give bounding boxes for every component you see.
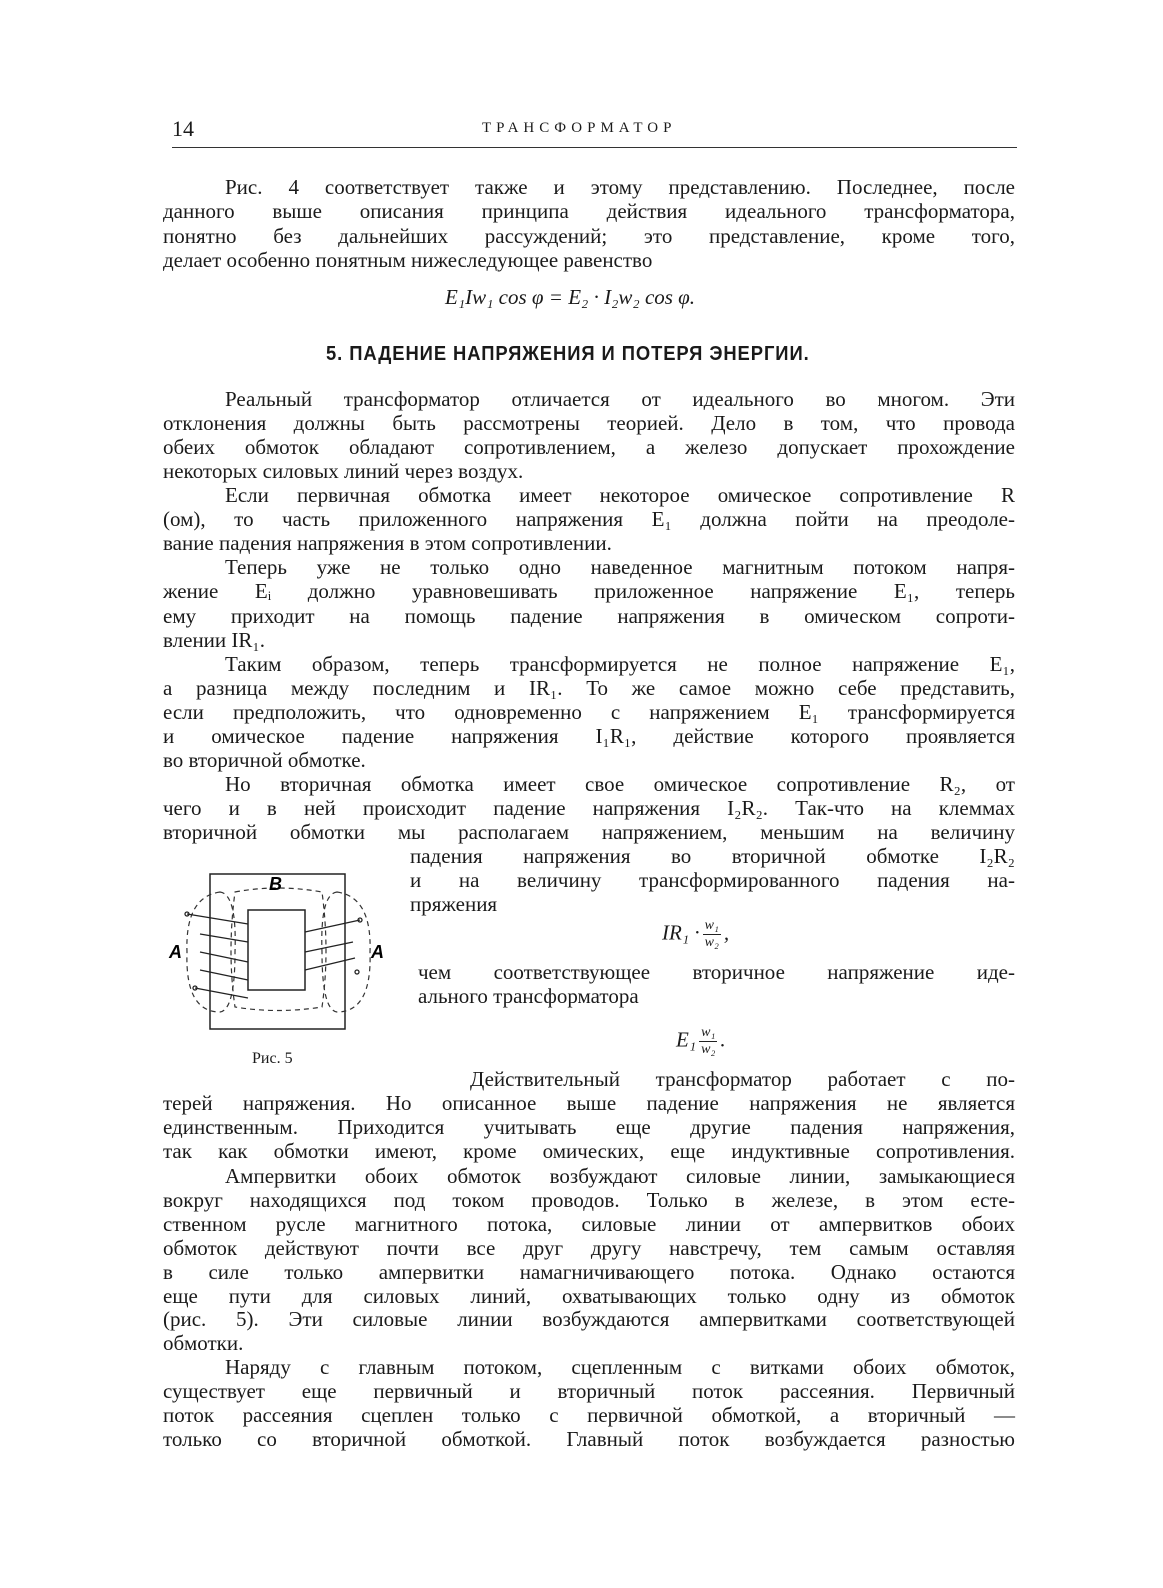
- page-number: 14: [172, 116, 194, 141]
- text-line: Теперь уже не только одно наведенное магнитным потоком напря-: [225, 555, 1015, 579]
- text-line: терей напряжения. Но описанное выше падение напряжения не является: [163, 1091, 1015, 1115]
- text-line: так как обмотки имеют, кроме омических, еще индуктивные сопротивления.: [163, 1139, 1015, 1163]
- text-line: Действительный трансформатор работает с по-: [470, 1067, 1015, 1091]
- text-line: Таким образом, теперь трансформируется не полное напряжение E₁,: [225, 652, 1015, 676]
- transformer-figure: [165, 862, 395, 1037]
- text-line: ему приходит на помощь падение напряжения в омическом сопроти-: [163, 604, 1015, 628]
- section-heading: 5. ПАДЕНИЕ НАПРЯЖЕНИЯ И ПОТЕРЯ ЭНЕРГИИ.: [326, 343, 810, 365]
- text-line: (ом), то часть приложенного напряжения E₁ должна пойти на преодоле-: [163, 507, 1015, 531]
- text-line: Рис. 4 соответствует также и этому представлению. Последнее, после: [225, 175, 1015, 199]
- primary-winding: [185, 912, 248, 998]
- text-line: в силе только ампервитки намагничивающего потока. Однако остаются: [163, 1260, 1015, 1284]
- text-line: а разница между последним и IR₁. То же самое можно себе представить,: [163, 676, 1015, 700]
- label-a-right: A: [371, 942, 384, 962]
- core-window: [248, 910, 305, 990]
- text-line: Если первичная обмотка имеет некоторое омическое сопротивление R: [225, 483, 1015, 507]
- text-line: чем соответствующее вторичное напряжение иде-: [418, 960, 1015, 984]
- formula-ideal-secondary: [676, 1025, 726, 1058]
- denominator: w₂: [704, 935, 719, 950]
- label-a-left: A: [169, 942, 182, 962]
- text-line: во вторичной обмотке.: [163, 748, 366, 772]
- text-line: Наряду с главным потоком, сцепленным с витками обоих обмоток,: [225, 1355, 1015, 1379]
- text-line: пряжения: [410, 892, 498, 916]
- formula-suffix: .: [720, 1027, 726, 1052]
- text-line: существует еще первичный и вторичный поток рассеяния. Первичный: [163, 1379, 1015, 1403]
- numerator: w₁: [701, 1025, 716, 1040]
- text-line: (рис. 5). Эти силовые линии возбуждаются ампервитками соответствующей: [163, 1307, 1015, 1331]
- text-line: влении IR₁.: [163, 628, 265, 652]
- running-title: ТРАНСФОРМАТОР: [482, 120, 677, 136]
- figure-caption: Рис. 5: [252, 1050, 293, 1067]
- text-line: ального трансформатора: [418, 984, 639, 1008]
- text-line: Но вторичная обмотка имеет свое омическое сопротивление R₂, от: [225, 772, 1015, 796]
- text-line: обмотки.: [163, 1331, 244, 1355]
- text-line: делает особенно понятным нижеследующее равенство: [163, 248, 653, 272]
- denominator: w₂: [701, 1042, 716, 1057]
- fraction: [703, 918, 721, 951]
- formula-prefix: IR₁ ·: [662, 920, 700, 945]
- text-line: отклонения должны быть рассмотрены теорией. Дело в том, что провода: [163, 411, 1015, 435]
- label-b: B: [269, 874, 282, 894]
- text-line: и на величину трансформированного падения на-: [410, 868, 1015, 892]
- text-line: Ампервитки обоих обмоток возбуждают силовые линии, замыкающиеся: [225, 1164, 1015, 1188]
- text-line: вание падения напряжения в этом сопротивлении.: [163, 531, 612, 555]
- text-line: чего и в ней происходит падение напряжения I₂R₂. Так-что на клеммах: [163, 796, 1015, 820]
- text-line: жение Eᵢ должно уравновешивать приложенное напряжение E₁, теперь: [163, 579, 1015, 603]
- text-line: поток рассеяния сцеплен только с первичной обмоткой, а вторичный —: [163, 1403, 1015, 1427]
- formula-suffix: ,: [723, 920, 730, 945]
- text-line: и омическое падение напряжения I₁R₁, действие которого проявляется: [163, 724, 1015, 748]
- text-line: если предположить, что одновременно с напряжением E₁ трансформируется: [163, 700, 1015, 724]
- text-line: вторичной обмотки мы располагаем напряжением, меньшим на величину: [163, 820, 1015, 844]
- text-line: данного выше описания принципа действия идеального трансформатора,: [163, 199, 1015, 223]
- text-line: понятно без дальнейших рассуждений; это представление, кроме того,: [163, 224, 1015, 248]
- text-line: вокруг находящихся под током проводов. Только в железе, в этом есте-: [163, 1188, 1015, 1212]
- text-line: Реальный трансформатор отличается от идеального во многом. Эти: [225, 387, 1015, 411]
- numerator: w₁: [704, 918, 719, 933]
- text-line: единственным. Приходится учитывать еще другие падения напряжения,: [163, 1115, 1015, 1139]
- formula-transformed-drop: [662, 918, 729, 951]
- text-line: обеих обмоток обладают сопротивлением, а железо допускает прохождение: [163, 435, 1015, 459]
- text-line: некоторых силовых линий через воздух.: [163, 459, 524, 483]
- text-line: только со вторичной обмоткой. Главный поток возбуждается разностью: [163, 1427, 1015, 1451]
- header-rule: [172, 147, 1017, 148]
- formula-prefix: E₁: [676, 1027, 697, 1052]
- secondary-winding: [305, 918, 362, 974]
- fraction: [699, 1025, 717, 1058]
- text-line: еще пути для силовых линий, охватывающих только одну из обмоток: [163, 1284, 1015, 1308]
- text-line: обмоток действуют почти все друг другу навстречу, тем самым оставляя: [163, 1236, 1015, 1260]
- text-line: ственном русле магнитного потока, силовые линии от ампервитков обоих: [163, 1212, 1015, 1236]
- text-line: падения напряжения во вторичной обмотке I₂R₂: [410, 844, 1015, 868]
- formula-power-equality: E₁Iw₁ cos φ = E₂ · I₂w₂ cos φ.: [445, 285, 696, 309]
